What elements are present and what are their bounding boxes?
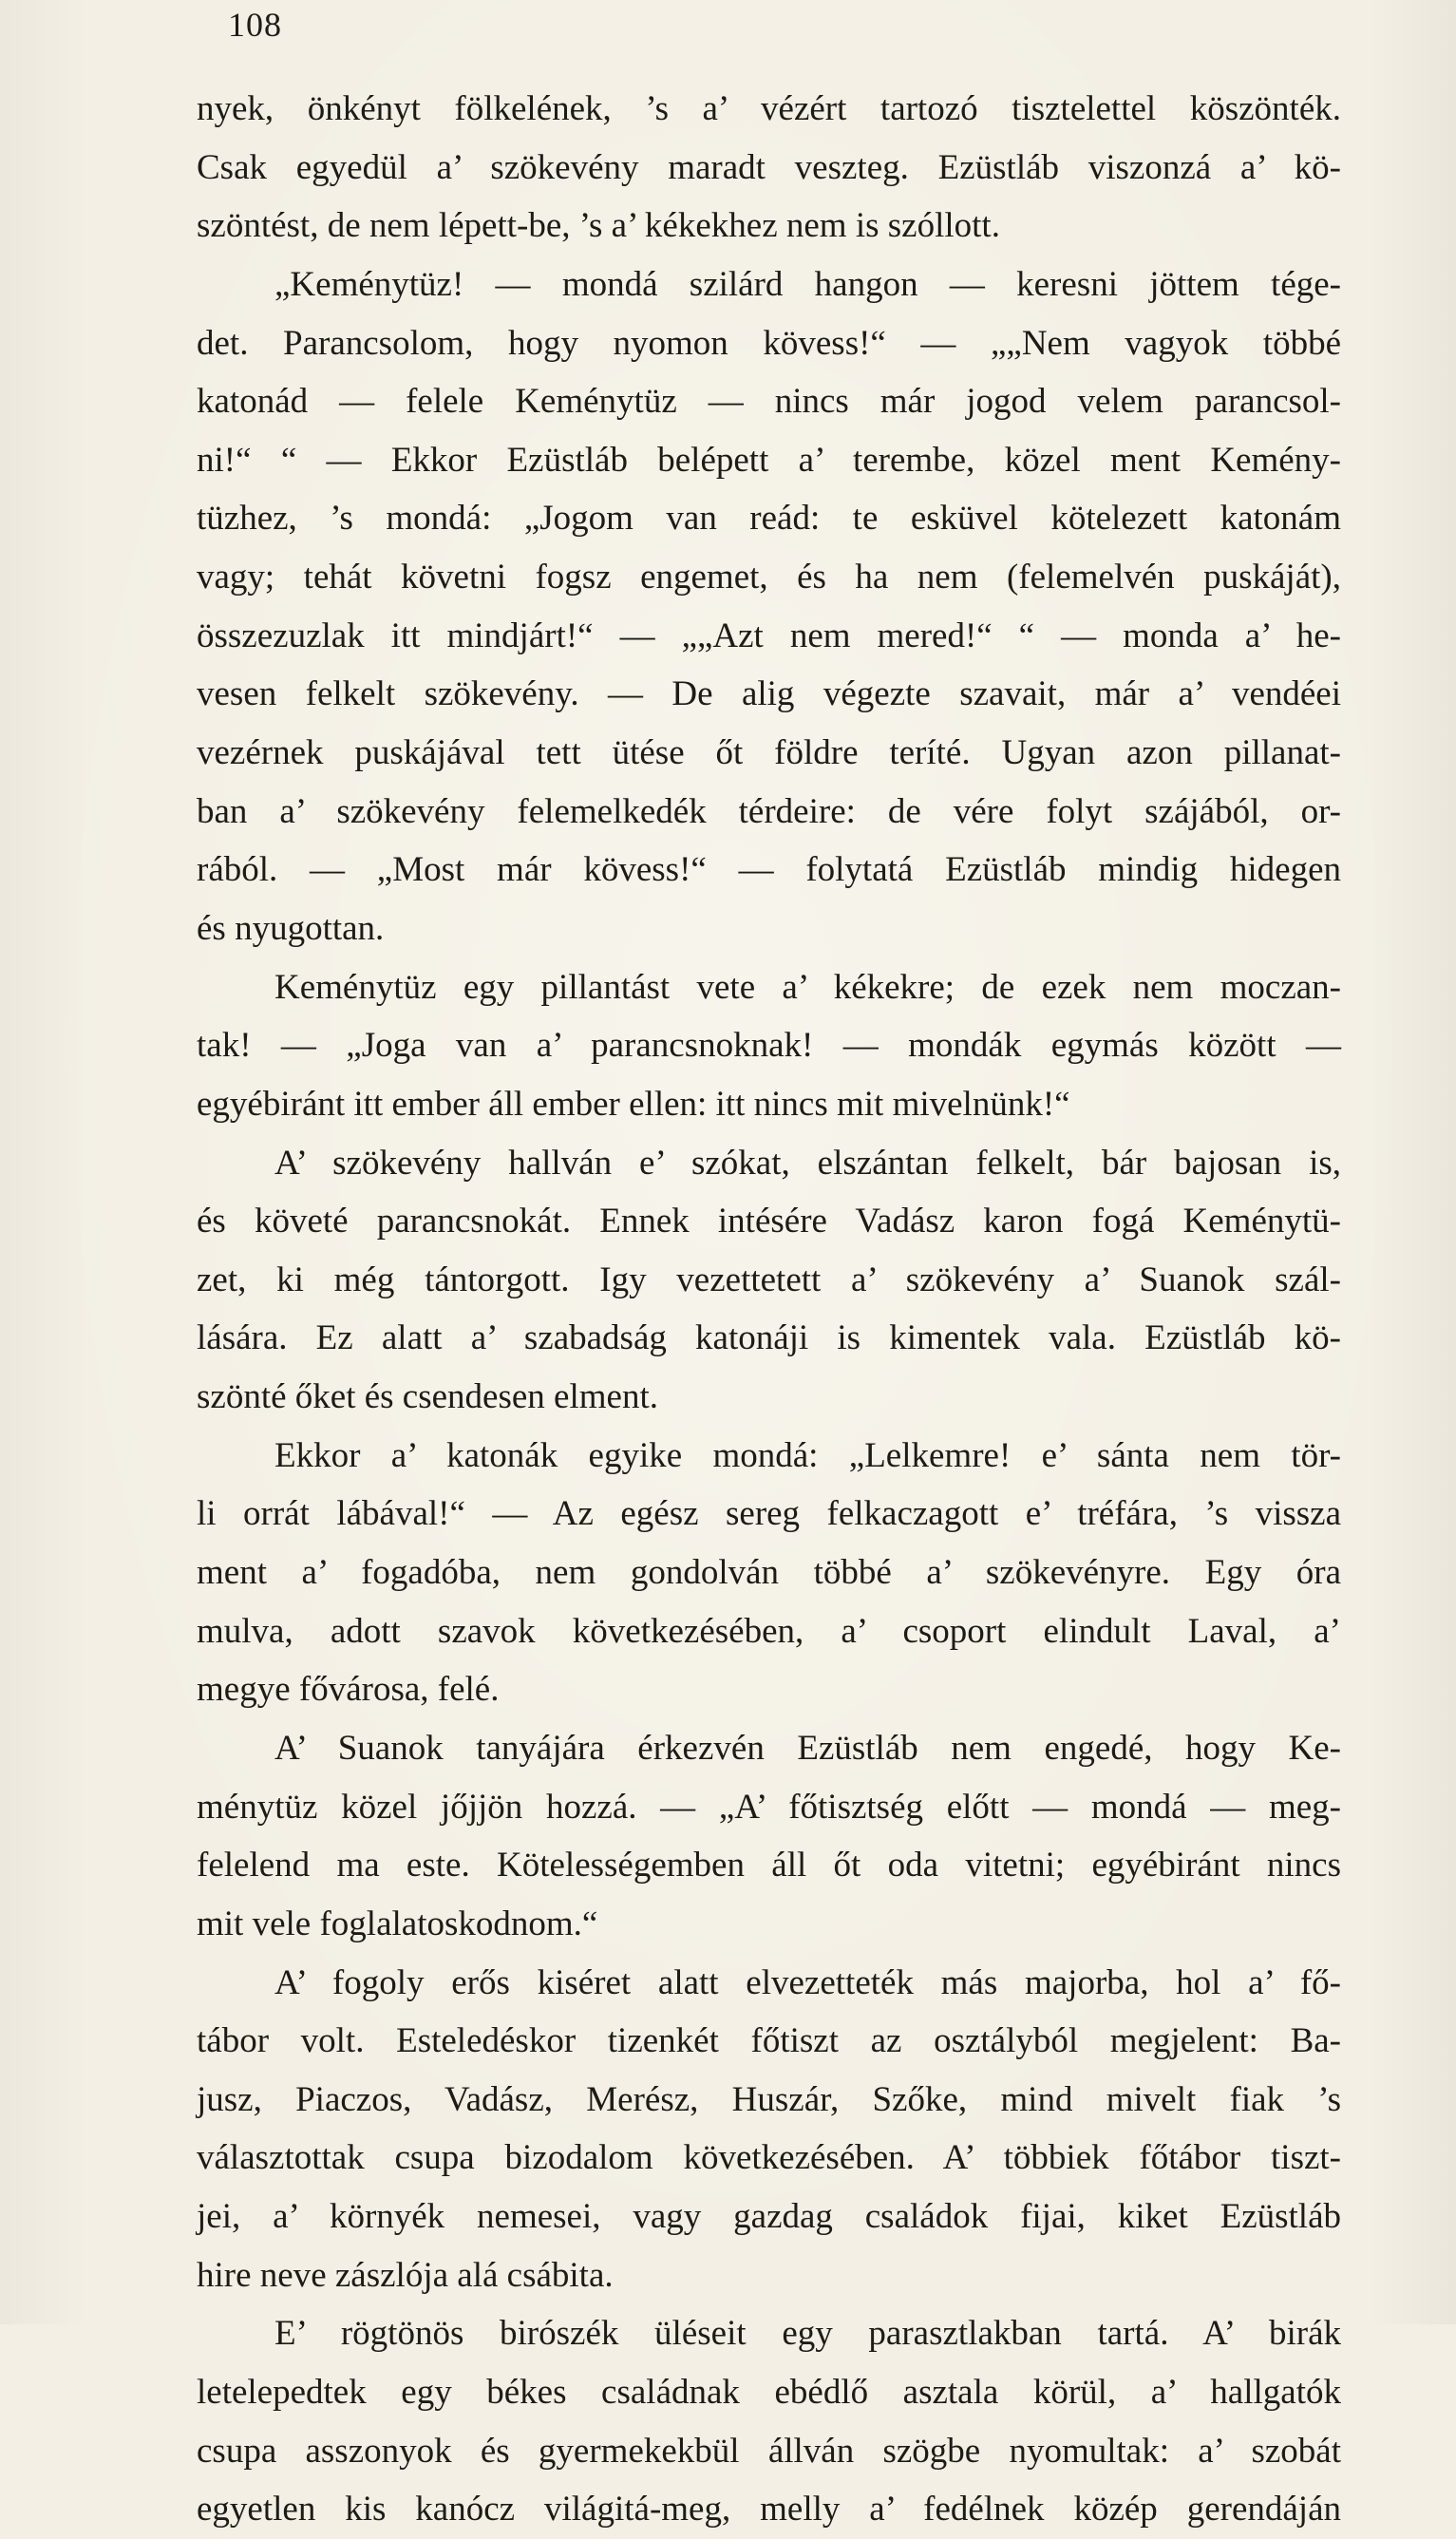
body-text: [197, 80, 1341, 2539]
text-line: tábor volt. Esteledéskor tizenkét főtiszt az osztályból megjelent: Ba-: [197, 2021, 1341, 2061]
text-line: rából. — „Most már kövess!“ — folytatá Ezüstláb mindig hidegen: [197, 850, 1341, 890]
text-line: jusz, Piaczos, Vadász, Merész, Huszár, Szőke, mind mivelt fiak ’s: [197, 2079, 1341, 2119]
text-line: egyetlen kis kanócz világitá-meg, melly a’ fedélnek közép gerendáján: [197, 2490, 1341, 2530]
text-line: választottak csupa bizodalom következésében. A’ többiek főtábor tiszt-: [197, 2138, 1341, 2178]
text-line: szöntést, de nem lépett-be, ’s a’ kékekhez nem is szóllott.: [197, 206, 1000, 246]
text-line: ménytüz közel jőjjön hozzá. — „A’ főtisztség előtt — mondá — meg-: [197, 1787, 1341, 1827]
text-line: felelend ma este. Kötelességemben áll őt oda vitetni; egyébiránt nincs: [197, 1846, 1341, 1885]
text-line: A’ Suanok tanyájára érkezvén Ezüstláb nem engedé, hogy Ke-: [274, 1728, 1341, 1768]
text-line: Ekkor a’ katonák egyike mondá: „Lelkemre! e’ sánta nem tör-: [274, 1435, 1341, 1475]
text-line: megye fővárosa, felé.: [197, 1670, 500, 1710]
text-line: tüzhez, ’s mondá: „Jogom van reád: te esküvel kötelezett katonám: [197, 499, 1341, 539]
text-line: li orrát lábával!“ — Az egész sereg felkaczagott e’ tréfára, ’s vissza: [197, 1494, 1341, 1534]
text-line: és nyugottan.: [197, 908, 385, 948]
text-line: összezuzlak itt mindjárt!“ — „„Azt nem mered!“ “ — monda a’ he-: [197, 616, 1341, 655]
text-line: hire neve zászlója alá csábita.: [197, 2255, 614, 2295]
text-line: lására. Ez alatt a’ szabadság katonáji is kimentek vala. Ezüstláb kö-: [197, 1318, 1341, 1358]
text-line: jei, a’ környék nemesei, vagy gazdag családok fijai, kiket Ezüstláb: [197, 2197, 1341, 2237]
text-line: Csak egyedül a’ szökevény maradt veszteg. Ezüstláb viszonzá a’ kö-: [197, 147, 1341, 187]
text-line: és követé parancsnokát. Ennek intésére Vadász karon fogá Keménytü-: [197, 1202, 1341, 1241]
text-line: det. Parancsolom, hogy nyomon kövess!“ — „„Nem vagyok többé: [197, 323, 1341, 363]
text-line: E’ rögtönös birószék üléseit egy parasztlakban tartá. A’ birák: [274, 2314, 1341, 2354]
text-line: csupa asszonyok és gyermekekbül állván szögbe nyomultak: a’ szobát: [197, 2431, 1341, 2471]
text-line: A’ fogoly erős kiséret alatt elvezetteték más majorba, hol a’ fő-: [274, 1962, 1341, 2002]
text-line: zet, ki még tántorgott. Igy vezettetett a’ szökevény a’ Suanok szál-: [197, 1260, 1341, 1299]
text-line: letelepedtek egy békes családnak ebédlő asztala körül, a’ hallgatók: [197, 2372, 1341, 2412]
text-line: katonád — felele Keménytüz — nincs már jogod velem parancsol-: [197, 382, 1341, 422]
text-line: szönté őket és csendesen elment.: [197, 1377, 658, 1417]
text-line: vezérnek puskájával tett ütése őt földre teríté. Ugyan azon pillanat-: [197, 733, 1341, 773]
text-line: tak! — „Joga van a’ parancsnoknak! — mondák egymás között —: [197, 1026, 1341, 1066]
text-line: mulva, adott szavok következésében, a’ csoport elindult Laval, a’: [197, 1611, 1341, 1651]
text-line: „Keménytüz! — mondá szilárd hangon — keresni jöttem tége-: [274, 264, 1341, 304]
text-line: vagy; tehát követni fogsz engemet, és ha nem (felemelvén puskáját),: [197, 558, 1341, 597]
page-number: 108: [228, 6, 282, 44]
text-line: ban a’ szökevény felemelkedék térdeire: de vére folyt szájából, or-: [197, 791, 1341, 831]
text-line: vesen felkelt szökevény. — De alig végezte szavait, már a’ vendéei: [197, 674, 1341, 714]
text-line: ment a’ fogadóba, nem gondolván többé a’ szökevényre. Egy óra: [197, 1553, 1341, 1593]
text-line: ni!“ “ — Ekkor Ezüstláb belépett a’ terembe, közel ment Kemény-: [197, 440, 1341, 480]
text-line: Keménytüz egy pillantást vete a’ kékekre; de ezek nem moczan-: [274, 967, 1341, 1007]
text-line: mit vele foglalatoskodnom.“: [197, 1904, 598, 1943]
text-line: A’ szökevény hallván e’ szókat, elszántan felkelt, bár bajosan is,: [274, 1143, 1341, 1183]
text-line: nyek, önkényt fölkelének, ’s a’ vézért tartozó tisztelettel köszönték.: [197, 89, 1341, 128]
text-line: egyébiránt itt ember áll ember ellen: itt nincs mit mivelnünk!“: [197, 1084, 1070, 1124]
